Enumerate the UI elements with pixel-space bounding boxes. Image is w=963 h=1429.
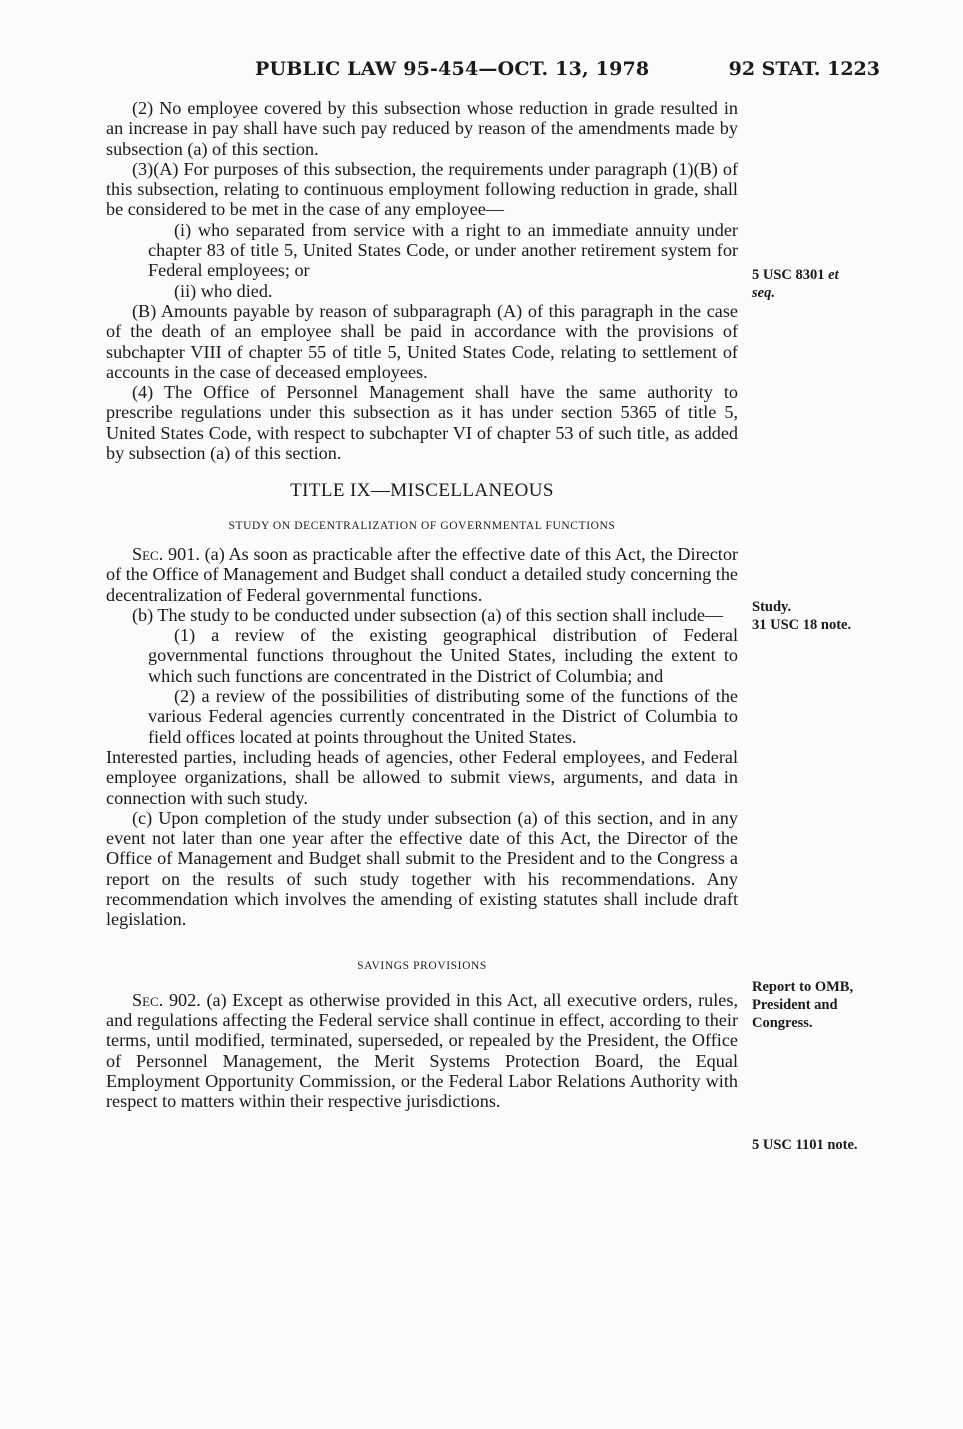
margin-note-text: President and: [752, 997, 838, 1013]
paragraph-4: (4) The Office of Personnel Management shall have the same authority to prescribe regulations under this subsection as it has under section 5365 of title 5, United States Code, with respect to subchapter VI of chapter 53 of such title, as added by subsection (a) of this section.: [106, 382, 738, 464]
margin-note-text: Study.: [752, 599, 792, 615]
clause-3a-ii: (ii) who died.: [174, 280, 273, 301]
sec-902-a: [106, 990, 738, 1112]
margin-note-text: Report to OMB,: [752, 979, 854, 995]
paragraph-3a: (3)(A) For purposes of this subsection, the requirements under paragraph (1)(B) of this subsection, relating to continuous employment following reduction in grade, shall be considered to be met in the case of any employee—: [106, 158, 738, 220]
margin-note-text: 31 USC 18 note.: [752, 617, 852, 633]
margin-note-usc8301: [752, 266, 902, 302]
margin-note-study: [752, 598, 902, 634]
sec-901-interested: Interested parties, including heads of agencies, other Federal employees, and Federal employee organizations, shall be allowed to submit views, arguments, and data in connection with such study.: [106, 746, 738, 808]
sec-901-b-2: (2) a review of the possibilities of distributing some of the functions of the various Federal agencies currently concentrated in the District of Columbia to field offices located at points throughout the United States.: [148, 686, 738, 747]
margin-note-text: 5 USC 1101 note.: [752, 1137, 858, 1153]
margin-note-text: Congress.: [752, 1015, 813, 1031]
savings-heading: SAVINGS PROVISIONS: [357, 959, 487, 972]
title-ix-heading: TITLE IX—MISCELLANEOUS: [290, 480, 554, 502]
margin-note-report: [752, 978, 902, 1032]
page-header: [255, 58, 880, 88]
paragraph-3b: (B) Amounts payable by reason of subparagraph (A) of this paragraph in the case of the death of an employee shall be paid in accordance with the provisions of subchapter VIII of chapter 55 of title 5, United States Code, relating to settlement of accounts in the case of deceased employees.: [106, 300, 738, 382]
paragraph-2: (2) No employee covered by this subsection whose reduction in grade resulted in an increase in pay shall have such pay reduced by reason of the amendments made by subsection (a) of this section.: [106, 98, 738, 159]
sec-901-b-1: (1) a review of the existing geographical distribution of Federal governmental functions throughout the United States, including the extent to which such functions are concentrated in the District of Columbia; and: [148, 625, 738, 686]
sec-901-b: (b) The study to be conducted under subsection (a) of this section shall include—: [132, 604, 724, 625]
study-heading: STUDY ON DECENTRALIZATION OF GOVERNMENTAL FUNCTIONS: [228, 519, 616, 532]
stat-reference: 92 STAT. 1223: [728, 58, 880, 80]
sec-902-a-text: 902. (a) Except as otherwise provided in this Act, all executive orders, rules, and regulations affecting the Federal service shall continue in effect, according to their terms, until modified, terminated, superseded, or repealed by the President, the Office of Personnel Management, the Merit Systems Protection Board, the Equal Employment Opportunity Commission, or the Federal Labor Relations Authority with respect to matters within their respective jurisdictions.: [106, 989, 739, 1112]
margin-note-italic: seq.: [752, 285, 775, 301]
sec-label: Sec.: [132, 543, 164, 564]
margin-note-text: 5 USC 8301: [752, 267, 825, 283]
running-head: PUBLIC LAW 95-454—OCT. 13, 1978: [255, 58, 650, 80]
sec-901-a: [106, 544, 738, 605]
sec-label: Sec.: [132, 989, 164, 1010]
margin-note-usc1101: [752, 1136, 902, 1154]
sec-901-a-text: 901. (a) As soon as practicable after the effective date of this Act, the Director of the Office of Management and Budget shall conduct a detailed study concerning the decentralization of Federal governmental functions.: [106, 543, 739, 605]
margin-note-italic: et: [828, 267, 839, 283]
clause-3a-i: (i) who separated from service with a right to an immediate annuity under chapter 83 of title 5, United States Code, or under another retirement system for Federal employees; or: [148, 219, 738, 281]
sec-901-c: (c) Upon completion of the study under subsection (a) of this section, and in any event not later than one year after the effective date of this Act, the Director of the Office of Management and Budget shall submit to the President and to the Congress a report on the results of such study together with his recommendations. Any recommendation which involves the amending of existing statutes shall include draft legislation.: [106, 807, 738, 930]
body-text: [106, 98, 738, 1112]
